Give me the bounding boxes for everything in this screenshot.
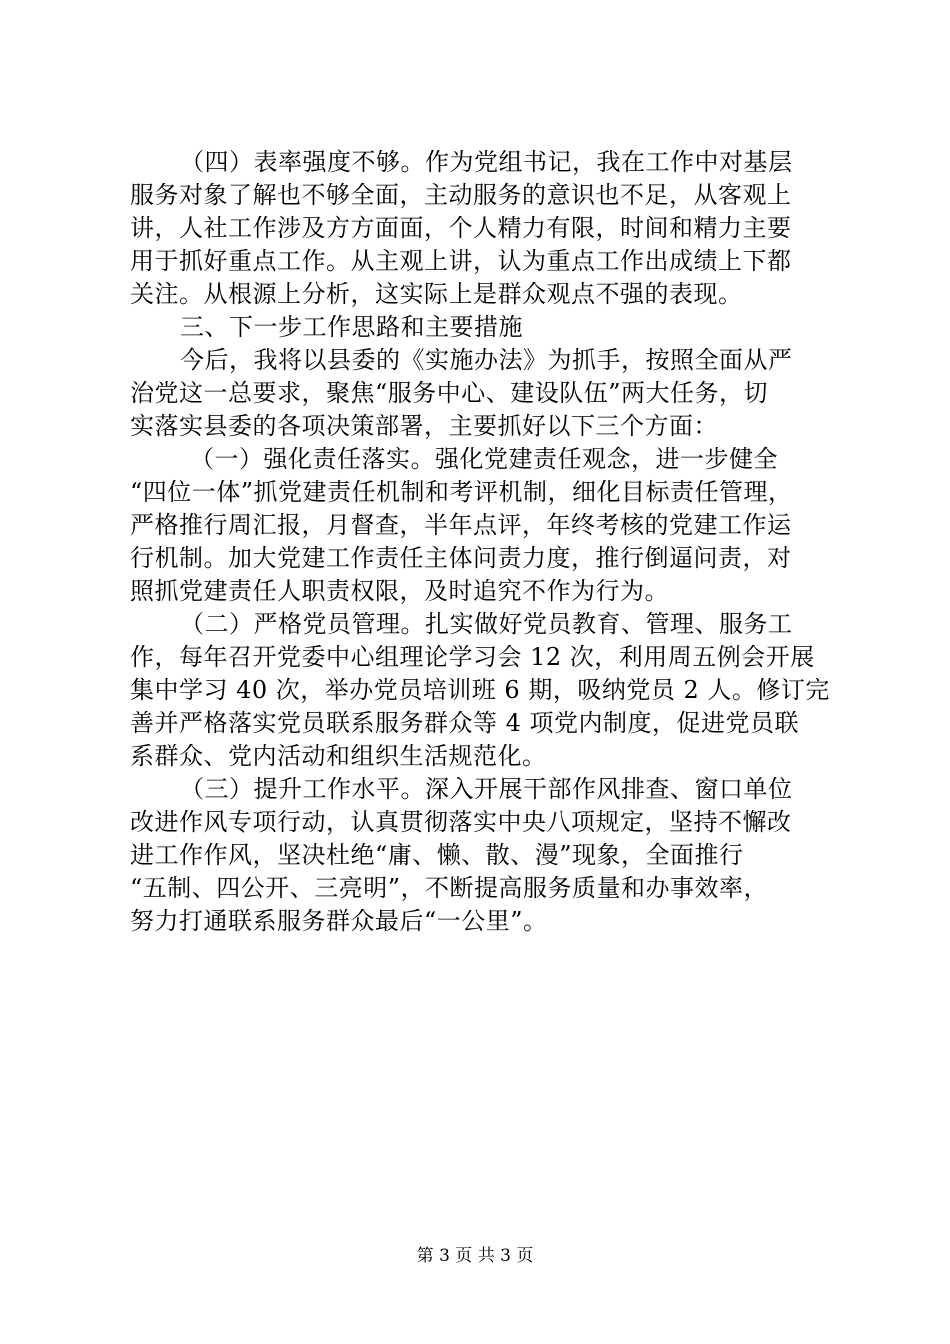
- section-3-heading: 三、下一步工作思路和主要措施: [180, 313, 523, 341]
- paragraph-4-line-3: 讲，人社工作涉及方方面面，个人精力有限，时间和精力主要: [130, 214, 792, 242]
- measure-2-line-3: 集中学习 40 次，举办党员培训班 6 期，吸纳党员 2 人。修订完: [130, 676, 830, 704]
- paragraph-4-line-4: 用于抓好重点工作。从主观上讲，认为重点工作出成绩上下都: [130, 247, 792, 275]
- document-body: [130, 146, 830, 938]
- page-number-footer: 第 3 页 共 3 页: [416, 1246, 534, 1266]
- measure-2-line-5: 系群众、党内活动和组织生活规范化。: [130, 742, 547, 770]
- measure-1-line-2: “四位一体”抓党建责任机制和考评机制，细化目标责任管理，: [130, 478, 793, 506]
- paragraph-4-line-5: 关注。从根源上分析，这实际上是群众观点不强的表现。: [130, 280, 743, 308]
- measure-2-line-4: 善并严格落实党员联系服务群众等 4 项党内制度，促进党员联: [130, 709, 800, 737]
- measure-3-line-2: 改进作风专项行动，认真贯彻落实中央八项规定，坚持不懈改: [130, 808, 792, 836]
- measure-1-line-5: 照抓党建责任人职责权限，及时追究不作为行为。: [130, 577, 669, 605]
- intro-line-1: 今后，我将以县委的《实施办法》为抓手，按照全面从严: [180, 346, 793, 374]
- paragraph-4-line-1: （四）表率强度不够。作为党组书记，我在工作中对基层: [180, 148, 793, 176]
- paragraph-4-line-2: 服务对象了解也不够全面，主动服务的意识也不足，从客观上: [130, 181, 792, 209]
- measure-3-line-5: 努力打通联系服务群众最后“一公里”。: [130, 907, 548, 935]
- measure-3-line-1: （三）提升工作水平。深入开展干部作风排查、窗口单位: [180, 775, 793, 803]
- measure-1-line-3: 严格推行周汇报，月督查，半年点评，年终考核的党建工作运: [130, 511, 792, 539]
- measure-3-line-4: “五制、四公开、三亮明”，不断提高服务质量和办事效率，: [130, 874, 769, 902]
- measure-1-line-1: （一）强化责任落实。强化党建责任观念，进一步健全: [190, 445, 778, 473]
- intro-line-2: 治党这一总要求，聚焦“服务中心、建设队伍”两大任务，切: [130, 379, 769, 407]
- measure-2-line-2: 作，每年召开党委中心组理论学习会 12 次，利用周五例会开展: [130, 643, 815, 671]
- measure-3-line-3: 进工作作风，坚决杜绝“庸、懒、散、漫”现象，全面推行: [130, 841, 744, 869]
- measure-2-line-1: （二）严格党员管理。扎实做好党员教育、管理、服务工: [180, 610, 793, 638]
- measure-1-line-4: 行机制。加大党建工作责任主体问责力度，推行倒逼问责，对: [130, 544, 792, 572]
- intro-line-3: 实落实县委的各项决策部署，主要抓好以下三个方面：: [130, 412, 718, 440]
